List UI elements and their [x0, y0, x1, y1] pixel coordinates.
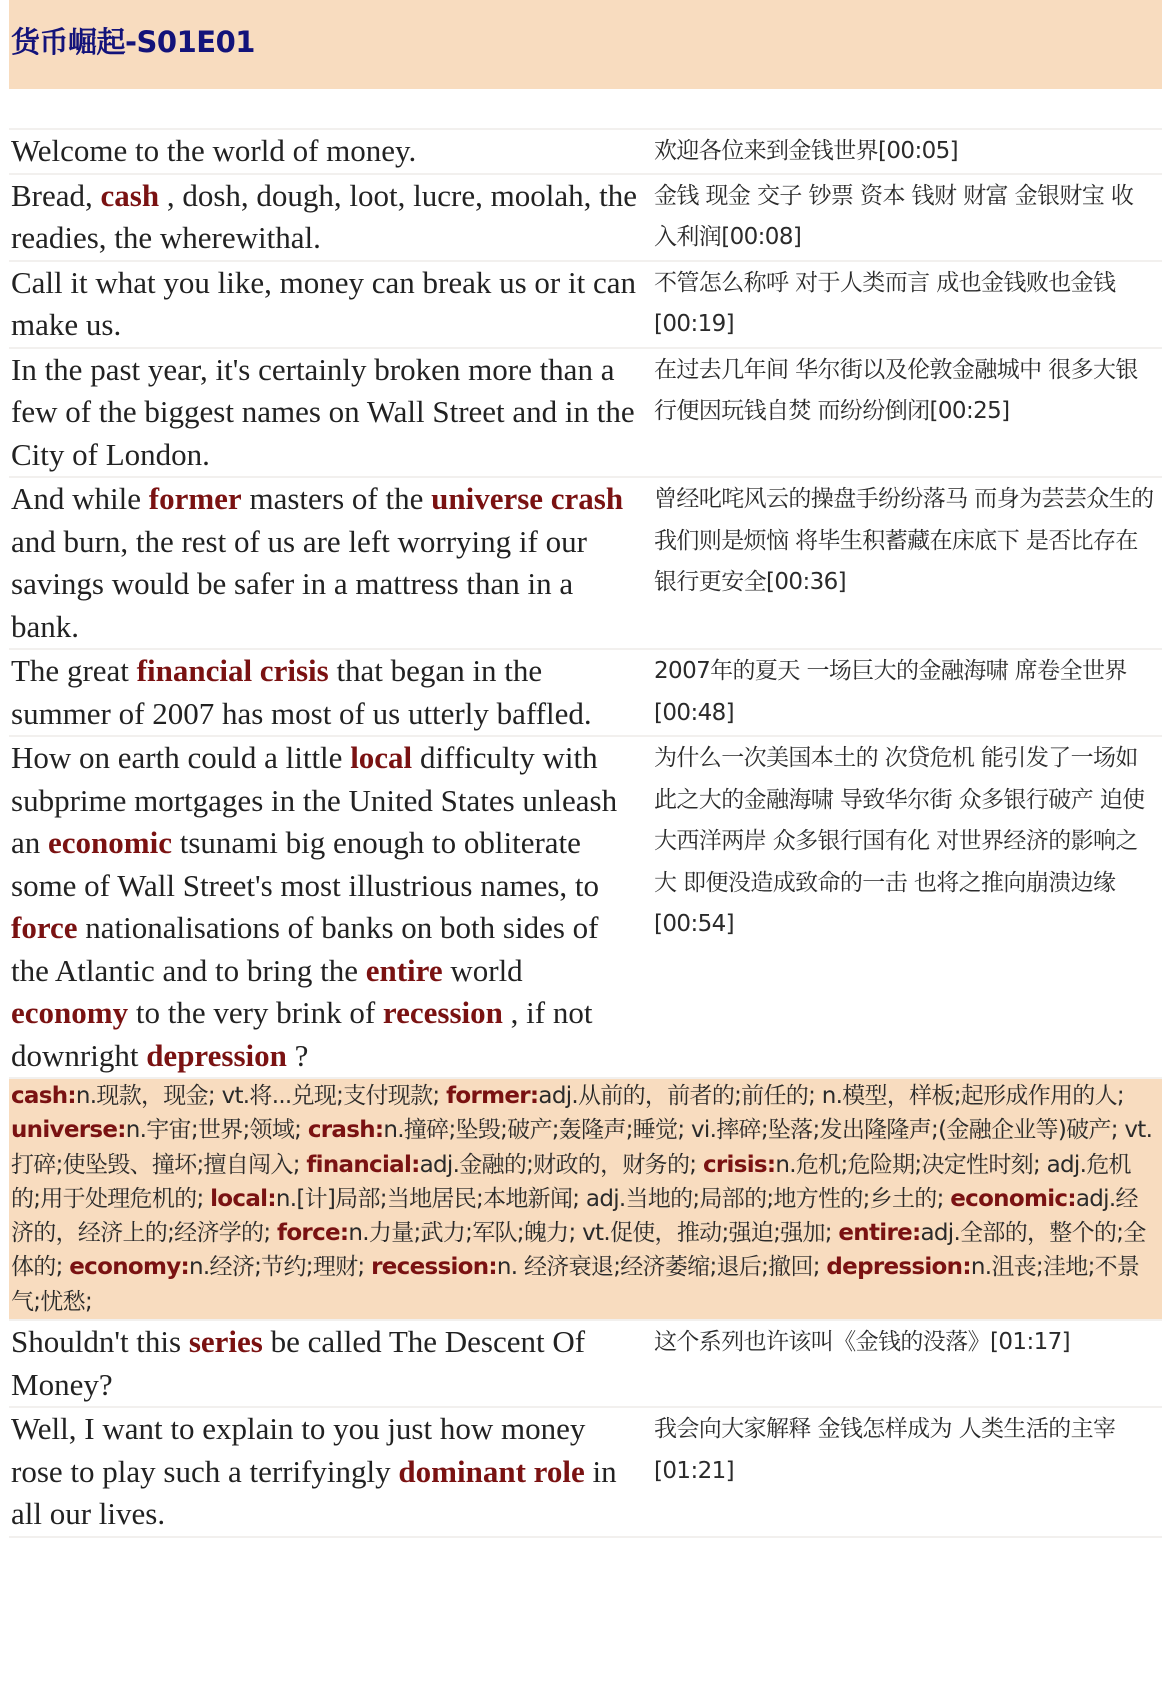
vocab-word: force: — [277, 1220, 349, 1247]
english-line: Call it what you like, money can break us or it can make us. — [11, 264, 636, 342]
chinese-line: 在过去几年间 华尔街以及伦敦金融城中 很多大银行便因玩钱自焚 而纷纷倒闭[00:25] — [654, 356, 1138, 424]
vocab-word: local: — [210, 1185, 276, 1212]
vocab-word: former: — [446, 1083, 539, 1109]
page-title: 货币崛起-S01E01 — [11, 24, 255, 59]
english-line: The great financial crisis that began in the summer of 2007 has most of us utterly baffled. — [11, 653, 592, 731]
subtitle-row — [9, 1321, 1162, 1408]
chinese-line: 这个系列也许该叫《金钱的没落》[01:17] — [654, 1329, 1071, 1356]
vocab-definition: n.危机;危险期;决定性时刻; adj.危机的;用于处理危机的; — [11, 1151, 1131, 1212]
vocab-word: economic: — [950, 1185, 1076, 1212]
english-line: How on earth could a little local difficulty with subprime mortgages in the United States unleash an economic tsunami big enough to obliterate some of Wall Street's most illustrious names, to force nationalisations of banks on both sides of the Atlantic and to bring the entire world economy to the very brink of recession , if not downright depression ? — [11, 740, 618, 1073]
chinese-line: 金钱 现金 交子 钞票 资本 钱财 财富 金银财宝 收入利润[00:08] — [654, 182, 1134, 250]
keyword-highlight: cash — [100, 177, 160, 213]
english-line: Shouldn't this series be called The Descent Of Money? — [11, 1324, 586, 1402]
english-line: And while former masters of the universe crash and burn, the rest of us are left worrying if our savings would be safer in a mattress than in a bank. — [11, 481, 624, 644]
vocab-word: universe: — [11, 1117, 126, 1144]
vocab-word: recession: — [371, 1254, 497, 1281]
english-line: Bread, cash , dosh, dough, loot, lucre, moolah, the readies, the wherewithal. — [11, 177, 637, 255]
vocab-word: economy: — [69, 1254, 190, 1281]
subtitle-row — [9, 175, 1162, 262]
page-header — [9, 0, 1162, 89]
vocab-definition: n.撞碎;坠毁;破产;轰隆声;睡觉; vi.摔碎;坠落;发出隆隆声;(金融企业等)破产; vt.打碎;使坠毁、撞坏;擅自闯入; — [11, 1117, 1153, 1178]
vocab-definition: adj.全部的，整个的;全体的; — [11, 1220, 1146, 1281]
vocab-word: crash: — [307, 1117, 384, 1144]
keyword-highlight: former — [148, 481, 242, 516]
subtitle-row — [9, 478, 1162, 650]
keyword-highlight: economy — [11, 995, 129, 1030]
keyword-highlight: dominant role — [398, 1453, 585, 1489]
chinese-line: 2007年的夏天 一场巨大的金融海啸 席卷全世界[00:48] — [654, 658, 1127, 726]
english-line: In the past year, it's certainly broken more than a few of the biggest names on Wall Street and in the City of London. — [11, 351, 635, 472]
english-line: Well, I want to explain to you just how money rose to play such a terrifyingly dominant role in all our lives. — [11, 1411, 617, 1532]
vocab-word: cash: — [11, 1083, 76, 1109]
vocab-definition: n.[计]局部;当地居民;本地新闻; adj.当地的;局部的;地方性的;乡土的; — [275, 1185, 951, 1212]
vocab-definition: n.经济;节约;理财; — [189, 1254, 372, 1281]
keyword-highlight: financial crisis — [136, 653, 329, 688]
keyword-highlight: economic — [48, 825, 172, 860]
subtitle-row — [9, 650, 1162, 737]
keyword-highlight: universe — [431, 481, 544, 516]
header-spacer — [9, 89, 1162, 128]
page — [9, 0, 1162, 1538]
keyword-highlight: entire — [365, 952, 443, 988]
subtitle-row — [9, 349, 1162, 479]
keyword-highlight: depression — [146, 1037, 287, 1073]
vocab-definition: n.现款，现金; vt.将...兑现;支付现款; — [75, 1083, 447, 1109]
chinese-line: 曾经叱咤风云的操盘手纷纷落马 而身为芸芸众生的我们则是烦恼 将毕生积蓄藏在床底下 是否比存在银行更安全[00:36] — [654, 486, 1154, 595]
vocab-word: depression: — [826, 1254, 971, 1281]
english-line: Welcome to the world of money. — [11, 133, 417, 168]
vocab-definition: n. 经济衰退;经济萎缩;退后;撤回; — [496, 1254, 827, 1281]
chinese-line: 不管怎么称呼 对于人类而言 成也金钱败也金钱[00:19] — [654, 269, 1116, 337]
keyword-highlight: force — [11, 910, 78, 945]
vocab-definition: n.力量;武力;军队;魄力; vt.促使，推动;强迫;强加; — [348, 1220, 839, 1247]
vocab-definition: adj.从前的，前者的;前任的; n.模型，样板;起形成作用的人; — [538, 1083, 1124, 1109]
chinese-line: 为什么一次美国本土的 次贷危机 能引发了一场如此之大的金融海啸 导致华尔街 众多银行破产 迫使大西洋两岸 众多银行国有化 对世界经济的影响之大 即便没造成致命的一击 也将之推向崩溃边缘[00:54] — [654, 745, 1145, 937]
subtitle-table — [9, 128, 1162, 1538]
vocab-definition: n.宇宙;世界;领域; — [125, 1117, 308, 1144]
vocab-definition: n.沮丧;洼地;不景气;忧愁; — [11, 1254, 1140, 1315]
subtitle-row — [9, 1408, 1162, 1538]
keyword-highlight: series — [188, 1324, 263, 1360]
vocab-word: entire: — [838, 1220, 921, 1247]
chinese-line: 欢迎各位来到金钱世界[00:05] — [654, 138, 959, 164]
vocab-word: crisis: — [702, 1151, 776, 1178]
keyword-highlight: crash — [550, 481, 624, 516]
keyword-highlight: local — [350, 740, 413, 775]
subtitle-row — [9, 262, 1162, 349]
vocabulary-panel — [9, 1079, 1162, 1321]
vocab-definition: adj.金融的;财政的，财务的; — [419, 1151, 703, 1178]
vocab-definition: adj.经济的，经济上的;经济学的; — [11, 1185, 1138, 1247]
vocab-word: financial: — [306, 1151, 420, 1178]
chinese-line: 我会向大家解释 金钱怎样成为 人类生活的主宰[01:21] — [654, 1416, 1116, 1484]
subtitle-row — [9, 130, 1162, 175]
subtitle-row — [9, 737, 1162, 1079]
keyword-highlight: recession — [382, 995, 503, 1030]
